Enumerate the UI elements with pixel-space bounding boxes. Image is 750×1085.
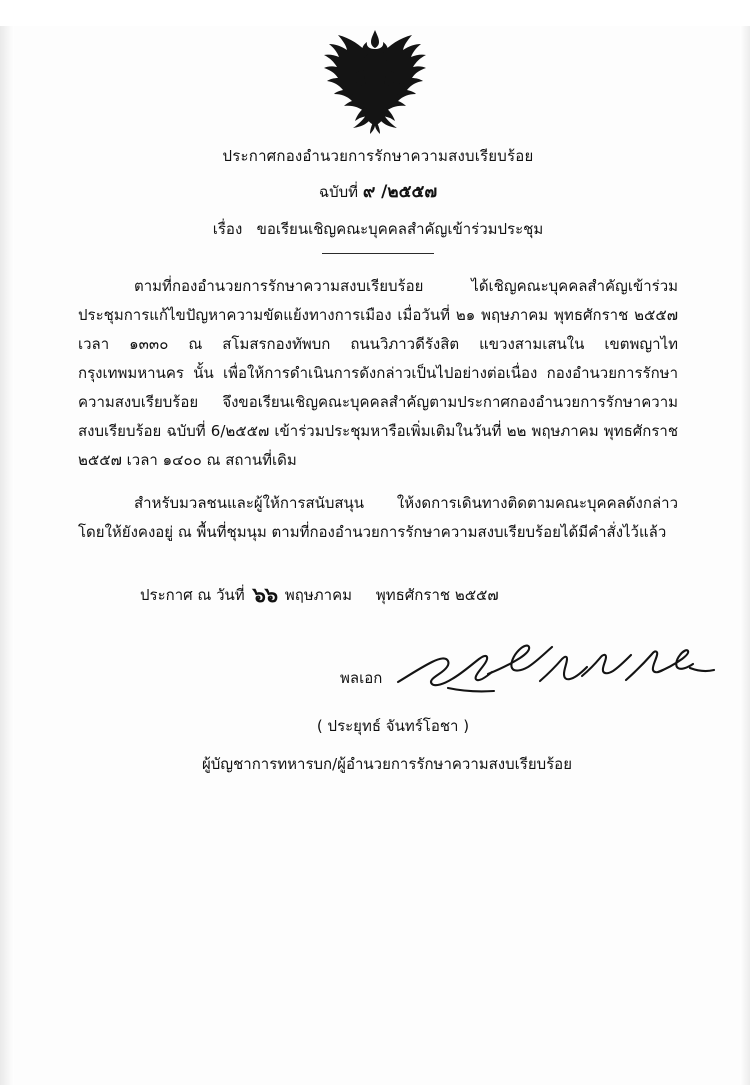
announcement-prefix: ประกาศ ณ วันที่ bbox=[140, 586, 245, 604]
document-page bbox=[0, 26, 750, 1085]
subject-line bbox=[78, 217, 678, 241]
issue-number: ๙ /๒๕๕๗ bbox=[362, 182, 438, 202]
announcement-year: พุทธศักราช ๒๕๕๗ bbox=[375, 586, 499, 604]
signer-position: ผู้บัญชาการทหารบก/ผู้อำนวยการรักษาความสงบเรียบร้อย bbox=[202, 755, 572, 773]
subject-label: เรื่อง bbox=[212, 220, 243, 238]
paragraph-1: ตามที่กองอำนวยการรักษาความสงบเรียบร้อย ได้เชิญคณะบุคคลสำคัญเข้าร่วมประชุมการแก้ไขปัญหาความขัดแย้งทางการเมือง เมื่อวันที่ ๒๑ พฤษภาคม พุทธศักราช ๒๕๕๗ เวลา ๑๓๓๐ ณ สโมสรกองทัพบก ถนนวิภาวดีรังสิต แขวงสามเสนใน เขตพญาไท กรุงเทพมหานคร นั้น เพื่อให้การดำเนินการดังกล่าวเป็นไปอย่างต่อเนื่อง กองอำนวยการรักษาความสงบเรียบร้อย จึงขอเรียนเชิญคณะบุคคลสำคัญตามประกาศกองอำนวยการรักษาความสงบเรียบร้อย ฉบับที่ 6/๒๕๕๗ เข้าร่วมประชุมหารือเพิ่มเติมในวันที่ ๒๒ พฤษภาคม พุทธศักราช ๒๕๕๗ เวลา ๑๔๐๐ ณ สถานที่เดิม bbox=[78, 277, 678, 469]
announcement-line bbox=[78, 577, 678, 610]
document-body bbox=[0, 144, 750, 776]
announcement-month: พฤษภาคม bbox=[284, 586, 353, 604]
handwritten-signature bbox=[390, 636, 720, 702]
paragraph-2: สำหรับมวลชนและผู้ให้การสนับสนุน ให้งดการเดินทางติดตามคณะบุคคลดังกล่าว โดยให้ยังคงอยู่ ณ พื้นที่ชุมนุม ตามที่กองอำนวยการรักษาความสงบเรียบร้อยได้มีคำสั่งไว้แล้ว bbox=[78, 494, 678, 541]
header-divider bbox=[322, 253, 434, 254]
signer-name: ( ประยุทธ์ จันทร์โอชา ) bbox=[316, 717, 470, 735]
issue-line bbox=[78, 178, 678, 205]
organization-title: ประกาศกองอำนวยการรักษาความสงบเรียบร้อย bbox=[222, 147, 534, 165]
subject-text: ขอเรียนเชิญคณะบุคคลสำคัญเข้าร่วมประชุม bbox=[256, 220, 544, 238]
signer-rank: พลเอก bbox=[340, 669, 383, 687]
issue-label: ฉบับที่ bbox=[318, 183, 359, 201]
announcement-day: ๖๖ bbox=[252, 582, 278, 607]
garuda-emblem bbox=[310, 26, 440, 134]
signature-block bbox=[78, 644, 678, 704]
